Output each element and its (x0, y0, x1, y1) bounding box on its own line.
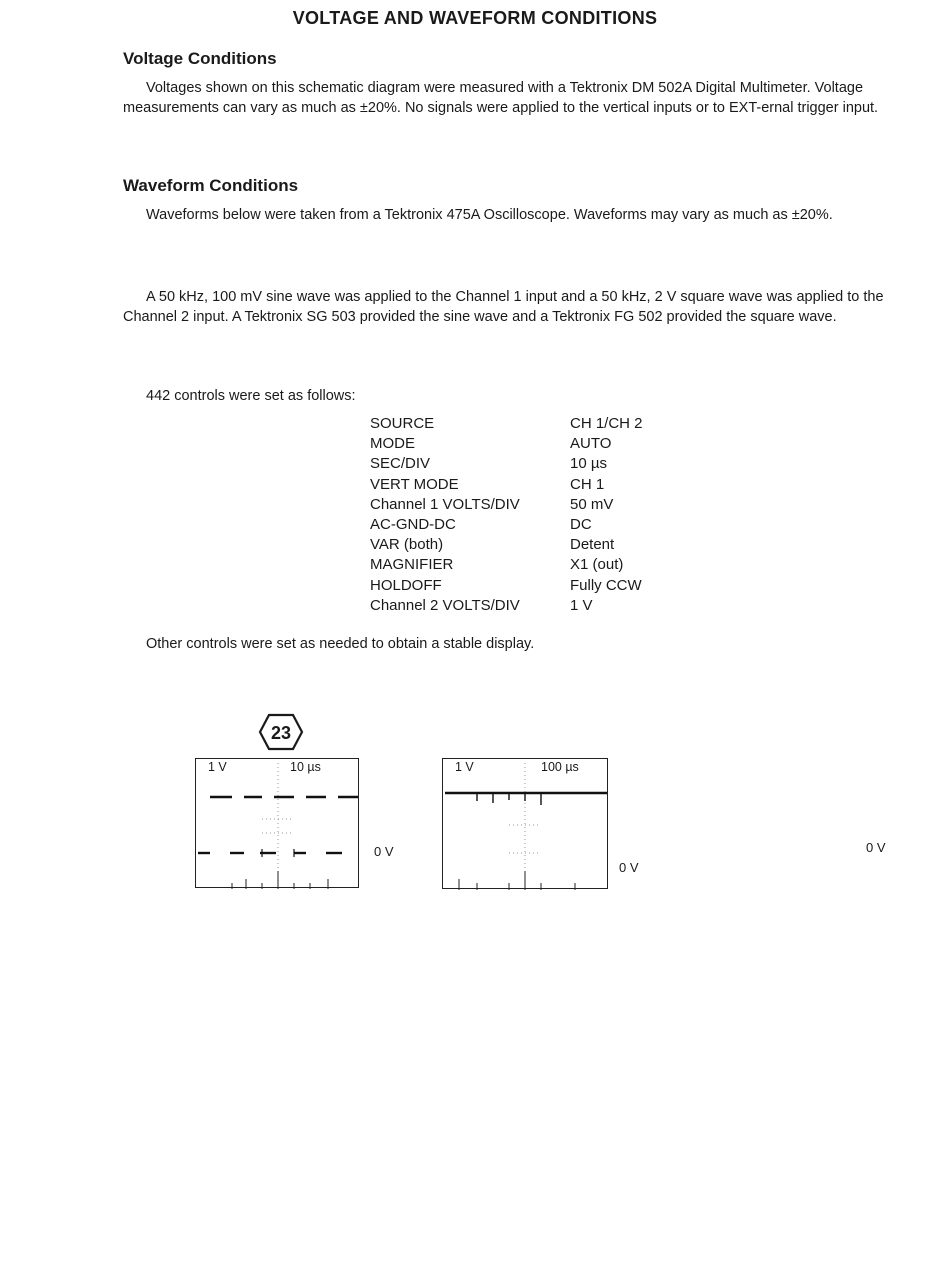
page-title: VOLTAGE AND WAVEFORM CONDITIONS (292, 8, 658, 28)
waveform-conditions-heading: Waveform Conditions (123, 176, 299, 195)
scope-1-zero-label: 0 V (374, 844, 394, 859)
control-value: 10 µs (570, 455, 607, 473)
control-name: SEC/DIV (370, 455, 431, 473)
voltage-conditions-heading: Voltage Conditions (123, 49, 277, 68)
scope-2-zero-label: 0 V (619, 860, 639, 875)
scope-display-2 (442, 758, 608, 889)
scope-2-time-label: 100 µs (541, 760, 579, 774)
voltage-conditions-text: Voltages shown on this schematic diagram were measured with a Tektronix DM 502A Digital Multimeter. Voltage measurements can vary as much as ±20%. No signals were applied to the vertical inputs or to EXT-ernal trigger input. (123, 80, 879, 116)
control-row-holdoff (370, 576, 690, 596)
control-value: AUTO (570, 435, 612, 453)
control-name: MAGNIFIER (370, 556, 454, 574)
controls-intro: 442 controls were set as follows: (146, 388, 356, 404)
waveform-conditions-text-1: Waveforms below were taken from a Tektronix 475A Oscilloscope. Waveforms may vary as much as ±20%. (146, 207, 833, 223)
control-row-ch2-volts-div (370, 596, 690, 616)
controls-table (370, 414, 690, 616)
control-row-sec-div (370, 454, 690, 474)
control-name: Channel 1 VOLTS/DIV (370, 495, 520, 513)
other-controls-note: Other controls were set as needed to obtain a stable display. (146, 636, 535, 652)
control-value: CH 1 (570, 475, 605, 493)
control-row-vert-mode (370, 475, 690, 495)
control-name: MODE (370, 435, 415, 453)
waveform-conditions-text-2: A 50 kHz, 100 mV sine wave was applied to the Channel 1 input and a 50 kHz, 2 V square wave was applied to the Channel 2 input. A Tektronix SG 503 provided the sine wave and a Tektronix FG 502 provided the square wave. (123, 289, 884, 325)
control-name: Channel 2 VOLTS/DIV (370, 596, 520, 614)
control-value: Fully CCW (570, 576, 642, 594)
scope-display-1 (195, 758, 359, 888)
control-value: Detent (570, 536, 615, 554)
control-value: X1 (out) (570, 556, 624, 574)
extra-zero-label: 0 V (866, 840, 886, 855)
hexagon-badge-icon (258, 713, 304, 751)
control-row-mode (370, 434, 690, 454)
waveform-number-badge (258, 713, 304, 751)
control-name: SOURCE (370, 415, 435, 432)
control-row-ch1-volts-div (370, 495, 690, 515)
control-name: VAR (both) (370, 536, 444, 554)
badge-number: 23 (270, 723, 292, 743)
scope-1-trace (196, 759, 360, 889)
scope-1-volts-label: 1 V (208, 760, 227, 774)
control-value: 50 mV (570, 495, 614, 513)
scope-2-trace (443, 759, 609, 890)
control-name: HOLDOFF (370, 576, 442, 594)
control-value: DC (570, 515, 592, 533)
control-row-var (370, 535, 690, 555)
scope-1-time-label: 10 µs (290, 760, 321, 774)
control-value: CH 1/CH 2 (570, 415, 643, 432)
control-name: AC-GND-DC (370, 515, 456, 533)
control-name: VERT MODE (370, 475, 459, 493)
scope-2-volts-label: 1 V (455, 760, 474, 774)
control-value: 1 V (570, 596, 593, 614)
control-row-source (370, 414, 690, 434)
control-row-ac-gnd-dc (370, 515, 690, 535)
control-row-magnifier (370, 555, 690, 575)
